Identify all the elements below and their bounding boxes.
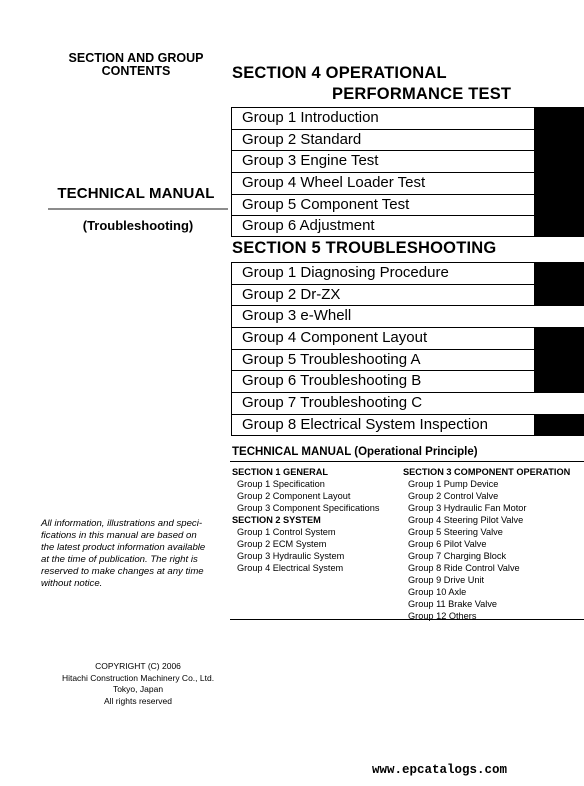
group-label: Group 2 Standard xyxy=(242,130,362,148)
operational-principle-right-column xyxy=(403,466,584,622)
group-item: Group 1 Pump Device xyxy=(408,479,499,489)
section-tab-marker xyxy=(534,195,584,216)
section-tab-marker xyxy=(534,371,584,392)
manual-subtitle: (Troubleshooting) xyxy=(82,218,194,233)
disclaimer-line: the latest product information available xyxy=(41,542,206,553)
group-row xyxy=(231,150,584,172)
group-item: Group 2 Control Valve xyxy=(408,491,499,501)
group-label: Group 1 Introduction xyxy=(242,109,379,126)
group-item: Group 10 Axle xyxy=(408,587,467,597)
group-item: Group 6 Pilot Valve xyxy=(408,539,487,549)
section-4-group-list xyxy=(231,107,584,237)
group-item: Group 7 Charging Block xyxy=(408,551,507,561)
group-item: Group 4 Steering Pilot Valve xyxy=(408,515,524,525)
group-item: Group 8 Ride Control Valve xyxy=(408,563,520,573)
disclaimer-line: reserved to make changes at any time xyxy=(41,566,204,577)
title-divider xyxy=(48,208,228,210)
technical-manual-title: TECHNICAL MANUAL xyxy=(57,185,215,202)
group-row xyxy=(231,370,584,392)
section-heading: SECTION 3 COMPONENT OPERATION xyxy=(403,467,571,477)
section-group-contents-line: CONTENTS xyxy=(101,64,171,78)
group-label: Group 5 Component Test xyxy=(242,195,410,213)
section-tab-marker xyxy=(534,328,584,349)
group-row xyxy=(231,305,584,327)
group-item: Group 3 Hydraulic Fan Motor xyxy=(408,503,527,513)
group-label: Group 8 Electrical System Inspection xyxy=(242,415,488,433)
group-item: Group 11 Brake Valve xyxy=(408,599,498,609)
section-tab-marker xyxy=(534,415,584,435)
copyright-line: All rights reserved xyxy=(103,695,173,706)
group-label: Group 3 e-Whell xyxy=(242,307,352,325)
group-row xyxy=(231,284,584,306)
disclaimer-line: All information, illustrations and speci- xyxy=(41,518,203,529)
section-5-title: SECTION 5 TROUBLESHOOTING xyxy=(232,239,497,257)
group-item: Group 9 Drive Unit xyxy=(408,575,485,585)
section-group-contents-heading xyxy=(40,52,232,78)
disclaimer-line: at the time of publication. The right is xyxy=(41,554,198,565)
copyright-line: Tokyo, Japan xyxy=(112,684,164,695)
group-item: Group 1 Control System xyxy=(237,527,336,537)
group-row xyxy=(231,392,584,414)
group-item: Group 5 Steering Valve xyxy=(408,527,503,537)
section-group-contents-line: SECTION AND GROUP xyxy=(68,51,204,65)
disclaimer-line: fications in this manual are based on xyxy=(41,530,197,541)
copyright-line: Hitachi Construction Machinery Co., Ltd. xyxy=(61,672,215,683)
group-label: Group 6 Adjustment xyxy=(242,217,375,235)
copyright-block xyxy=(40,661,236,707)
group-item: Group 2 Component Layout xyxy=(237,491,351,501)
copyright-line: COPYRIGHT (C) 2006 xyxy=(95,661,181,671)
disclaimer-line: without notice. xyxy=(41,578,103,589)
group-label: Group 4 Wheel Loader Test xyxy=(242,174,426,192)
section-4-title: SECTION 4 OPERATIONAL xyxy=(232,64,447,82)
group-row xyxy=(231,215,584,237)
group-item: Group 3 Hydraulic System xyxy=(237,551,345,561)
group-label: Group 6 Troubleshooting B xyxy=(242,372,422,390)
group-item: Group 12 Others xyxy=(408,611,477,621)
group-label: Group 3 Engine Test xyxy=(242,152,379,170)
group-row xyxy=(231,107,584,129)
group-item: Group 1 Specification xyxy=(237,479,325,489)
group-item: Group 2 ECM System xyxy=(237,539,327,549)
group-item: Group 3 Component Specifications xyxy=(237,503,380,513)
group-row xyxy=(231,129,584,151)
section-heading: SECTION 1 GENERAL xyxy=(232,467,328,477)
group-row xyxy=(231,194,584,216)
section-tab-marker xyxy=(534,151,584,172)
group-label: Group 7 Troubleshooting C xyxy=(242,394,423,412)
group-row xyxy=(231,262,584,284)
divider-line xyxy=(230,619,584,620)
divider-line xyxy=(230,461,584,462)
section-tab-marker xyxy=(534,285,584,306)
section-5-group-list xyxy=(231,262,584,436)
section-tab-marker xyxy=(534,130,584,151)
group-label: Group 1 Diagnosing Procedure xyxy=(242,264,449,281)
section-tab-marker xyxy=(534,350,584,371)
operational-principle-left-column xyxy=(232,466,380,574)
section-tab-marker xyxy=(534,173,584,194)
group-row xyxy=(231,172,584,194)
section-tab-marker xyxy=(534,108,584,129)
group-label: Group 5 Troubleshooting A xyxy=(242,350,421,368)
watermark-url: www.epcatalogs.com xyxy=(372,763,508,777)
group-row xyxy=(231,327,584,349)
disclaimer-text xyxy=(41,518,227,590)
section-tab-marker xyxy=(534,216,584,236)
group-row xyxy=(231,349,584,371)
group-label: Group 2 Dr-ZX xyxy=(242,285,341,303)
section-tab-marker xyxy=(534,263,584,284)
group-item: Group 4 Electrical System xyxy=(237,563,344,573)
group-label: Group 4 Component Layout xyxy=(242,329,428,347)
group-row xyxy=(231,414,584,436)
operational-principle-title: TECHNICAL MANUAL (Operational Principle) xyxy=(232,446,478,458)
section-heading: SECTION 2 SYSTEM xyxy=(232,515,321,525)
section-4-title-continued: PERFORMANCE TEST xyxy=(332,85,512,103)
